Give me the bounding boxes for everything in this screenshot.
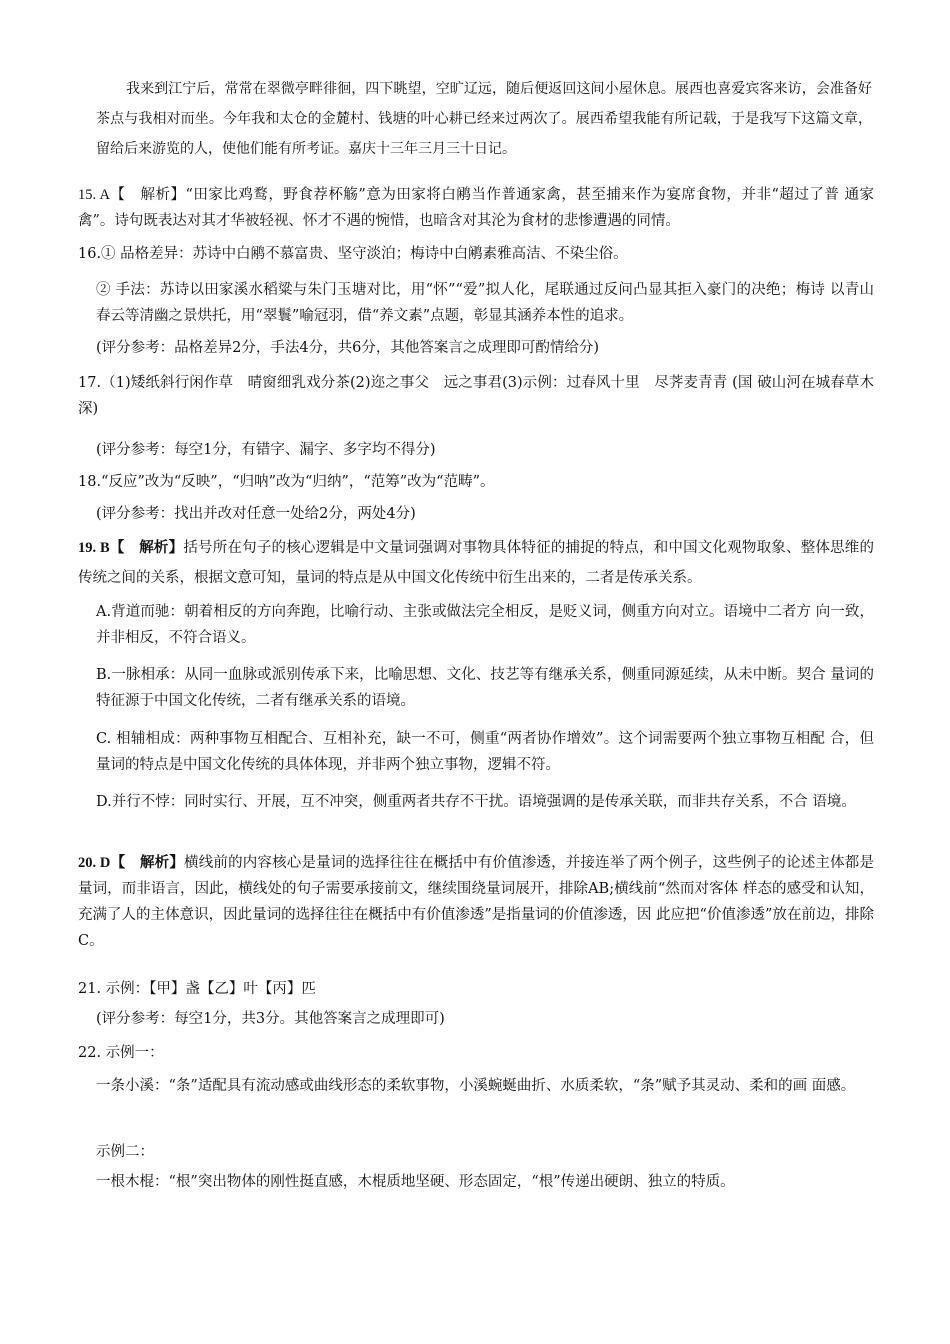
answer-20-number: 20. D【 解析】 [78,855,185,871]
answer-19 [78,533,874,593]
answer-17: 17.（1)矮纸斜行闲作草 晴窗细乳戏分茶(2)迩之事父 远之事君(3)示例：过春风十里 尽荠麦青青 (国 破山河在城春草木深) [78,375,874,417]
answer-20-text: 横线前的内容核心是量词的选择往往在概括中有价值渗透，并接连举了两个例子，这些例子的论述主体都是量词，而非语言，因此，横线处的句子需要承接前文，继续围绕量词展开，排除AB;横线前“然而对客体 样态的感受和认知，充满了人的主体意识，因此量词的选择往往在概括中有价值渗透”是指量词的价值渗透，因 此应把“价值渗透”放在前边，排除C。 [78,855,874,949]
answer-20 [78,850,874,954]
answer-18-scoring-note: (评分参考：找出并改对任意一处给2分，两处4分) [96,506,416,522]
answer-21: 21. 示例：【甲】盏【乙】叶【丙】匹 [78,981,316,997]
answer-15-number: 15. A【 解析】 [78,187,186,203]
answer-15-text: “田家比鸡鹜，野食荐杯觞”意为田家将白鹇当作普通家禽，甚至捕来作为宴席食物，并非“超过了普 通家禽”。诗句既表达对其才华被轻视、怀才不遇的惋惜，也暗含对其沦为食材的悲惨遭遇的同情。 [78,187,875,229]
answer-19-text: 括号所在句子的核心逻辑是中文量词强调对事物具体特征的捕捉的特点，和中国文化观物取象、整体思维的传统之间的关系，根据文意可知，量词的特点是从中国文化传统中衍生出来的，二者是传承关系。 [78,540,875,586]
answer-21-scoring-note: (评分参考：每空1分，共3分。其他答案言之成理即可) [96,1011,445,1027]
answer-16-scoring-note: (评分参考：品格差异2分，手法4分，共6分，其他答案言之成理即可酌情给分) [96,340,599,356]
answer-19-option-c: C. 相辅相成：两种事物互相配合、互相补充，缺一不可，侧重“两者协作增效”。这个词需要两个独立事物互相配 合，但量词的特点是中国文化传统的具体体现，并非两个独立事物，逻辑不符。 [96,731,874,773]
answer-22-example-1: 一条小溪：“条”适配具有流动感或曲线形态的柔软事物，小溪蜿蜒曲折、水质柔软，“条”赋予其灵动、柔和的画 面感。 [96,1078,856,1094]
answer-19-option-b: B.一脉相承：从同一血脉或派别传承下来，比喻思想、文化、技艺等有继承关系，侧重同源延续，从未中断。契合 量词的特征源于中国文化传统，二者有继承关系的语境。 [96,667,874,709]
translation-paragraph: 我来到江宁后，常常在翠微亭畔徘徊，四下眺望，空旷辽远，随后便返回这间小屋休息。展西也喜爱宾客来访，会准备好茶点与我相对而坐。今年我和太仓的金麓村、钱塘的叶心耕已经来过两次了。展西希望我能有所记载，于是我写下这篇文章，留给后来游览的人，使他们能有所考证。嘉庆十三年三月三十日记。 [96,81,872,157]
answer-19-number: 19. B【 解析】 [78,540,184,556]
answer-19-option-a: A.背道而驰：朝着相反的方向奔跑，比喻行动、主张或做法完全相反，是贬义词，侧重方向对立。语境中二者方 向一致，并非相反，不符合语义。 [96,604,874,646]
answer-22-heading-2: 示例二： [96,1144,154,1160]
answer-19-option-d: D.并行不悖：同时实行、开展，互不冲突，侧重两者共存不干扰。语境强调的是传承关联，而非共存关系，不合 语境。 [96,794,856,810]
answer-18: 18.“反应”改为“反映”，“归呐”改为“归纳”，“范筹”改为“范畴”。 [78,474,495,490]
answer-16-line2: ② 手法：苏诗以田家溪水稻粱与朱门玉塘对比，用“怀”“爱”拟人化，尾联通过反问凸显其拒入豪门的决绝；梅诗 以青山春云等清幽之景烘托，用“翠鬟”喻冠羽，借“养文素”点题，彰显其涵养本性的追求。 [96,282,874,324]
answer-22-heading: 22. 示例一： [78,1045,164,1061]
answer-22-example-2: 一根木棍：“根”突出物体的刚性挺直感，木棍质地坚硬、形态固定，“根”传递出硬朗、独立的特质。 [96,1174,735,1190]
answer-15 [78,182,874,234]
answer-17-scoring-note: (评分参考：每空1分，有错字、漏字、多字均不得分) [96,442,436,458]
answer-16-line1: 16.① 品格差异：苏诗中白鹇不慕富贵、坚守淡泊；梅诗中白鹇素雅高洁、不染尘俗。 [78,246,628,262]
